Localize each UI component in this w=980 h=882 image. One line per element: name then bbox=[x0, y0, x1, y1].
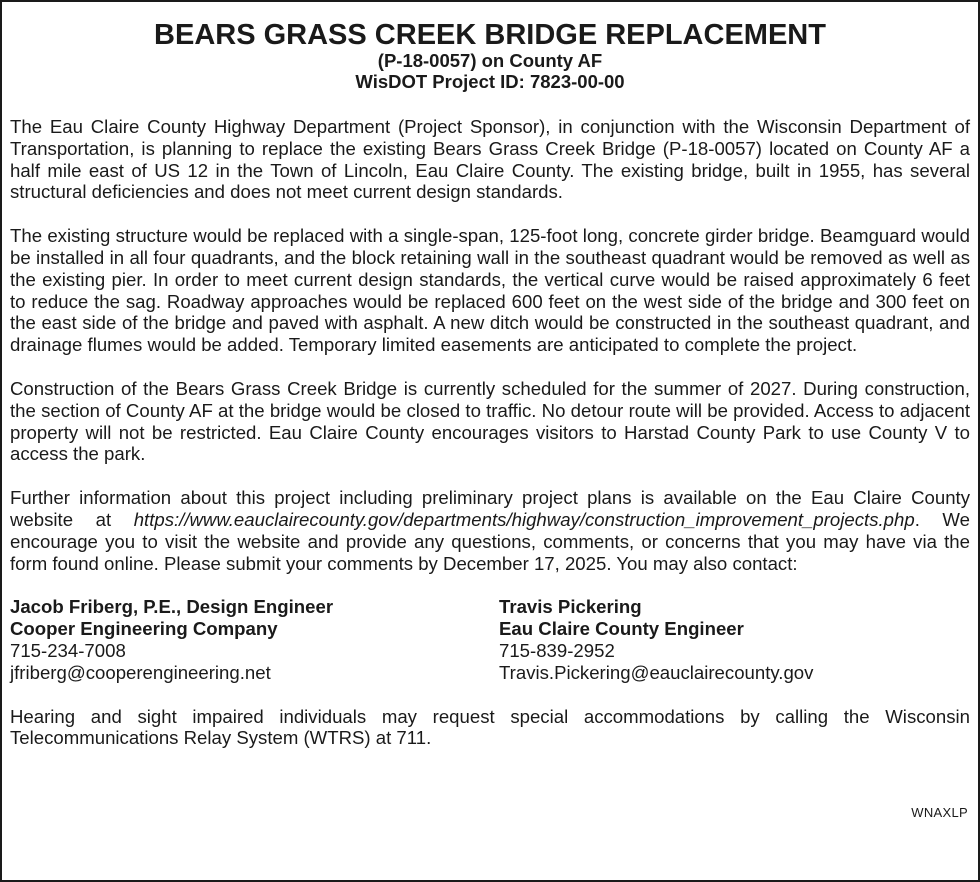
contact-name: Jacob Friberg, P.E., Design Engineer bbox=[10, 596, 334, 618]
project-number: (P-18-0057) on County AF bbox=[377, 50, 603, 71]
comment-request-text: . We encourage you to visit the website and provide any questions, comments, or concerns that you may have via the form found online. Please submit your comments by December 17, 2025. You may also contact: bbox=[10, 508, 970, 574]
contact-design-engineer bbox=[10, 596, 499, 683]
contacts-section bbox=[10, 596, 970, 683]
paragraph-project-overview: The Eau Claire County Highway Department (Project Sponsor), in conjunction with the Wisconsin Department of Transportation, is planning to replace the existing Bears Grass Creek Bridge (P-18-0057) located on County AF a half mile east of US 12 in the Town of Lincoln, Eau Claire County. The existing bridge, built in 1955, has several structural deficiencies and does not meet current design standards. bbox=[10, 116, 970, 203]
paragraph-accessibility: Hearing and sight impaired individuals may request special accommodations by calling the Wisconsin Telecommunications Relay System (WTRS) at 711. bbox=[10, 705, 970, 749]
paragraph-further-information bbox=[10, 487, 970, 574]
contact-name: Travis Pickering bbox=[499, 596, 642, 618]
contact-organization: Eau Claire County Engineer bbox=[499, 618, 744, 640]
project-website-link[interactable]: https://www.eauclairecounty.gov/departments/highway/construction_improvement_projects.php bbox=[133, 508, 915, 530]
contact-email[interactable]: Travis.Pickering@eauclairecounty.gov bbox=[499, 661, 814, 683]
paragraph-construction-schedule: Construction of the Bears Grass Creek Bridge is currently scheduled for the summer of 2027. During construction, the section of County AF at the bridge would be closed to traffic. No detour route will be provided. Access to adjacent property will not be restricted. Eau Claire County encourages visitors to Harstad County Park to use County V to access the park. bbox=[10, 377, 970, 465]
further-info-text: Further information about this project including preliminary project plans is available on the Eau Claire County website at bbox=[10, 487, 970, 530]
contact-organization: Cooper Engineering Company bbox=[10, 618, 278, 640]
contact-county-engineer bbox=[499, 596, 970, 683]
contact-phone: 715-234-7008 bbox=[10, 639, 126, 661]
contact-phone: 715-839-2952 bbox=[499, 639, 615, 661]
notice-title: BEARS GRASS CREEK BRIDGE REPLACEMENT bbox=[154, 19, 826, 51]
wisdot-project-id: WisDOT Project ID: 7823-00-00 bbox=[355, 71, 625, 92]
paragraph-project-scope: The existing structure would be replaced with a single-span, 125-foot long, concrete girder bridge. Beamguard would be installed in all four quadrants, and the block retaining wall in the southeast quadrant would be removed as well as the existing pier. In order to meet current design standards, the vertical curve would be raised approximately 6 feet to reduce the sag. Roadway approaches would be replaced 600 feet on the west side of the bridge and 300 feet on the east side of the bridge and paved with asphalt. A new ditch would be constructed in the southeast quadrant, and drainage flumes would be added. Temporary limited easements are anticipated to complete the project. bbox=[10, 225, 970, 356]
notice-body bbox=[10, 116, 970, 771]
publication-code: WNAXLP bbox=[911, 805, 968, 820]
contact-email[interactable]: jfriberg@cooperengineering.net bbox=[10, 661, 271, 683]
